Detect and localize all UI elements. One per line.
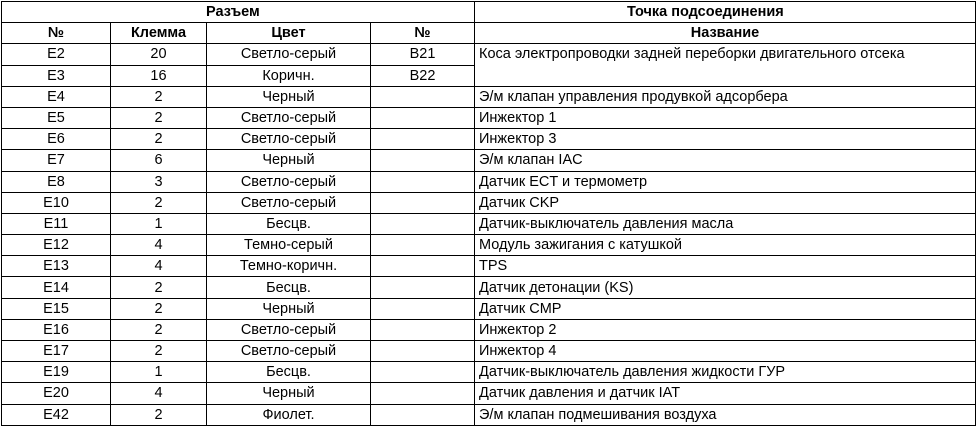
cell-color: Коричн.	[207, 65, 371, 86]
cell-num2	[371, 319, 475, 340]
table-row	[2, 298, 976, 319]
cell-color: Светло-серый	[207, 192, 371, 213]
cell-num: E3	[2, 65, 111, 86]
cell-color: Светло-серый	[207, 319, 371, 340]
table-row	[2, 44, 976, 65]
cell-num2	[371, 171, 475, 192]
cell-terminal: 2	[111, 86, 207, 107]
cell-name: Датчик CMP	[475, 298, 976, 319]
cell-num2	[371, 404, 475, 425]
cell-color: Черный	[207, 383, 371, 404]
cell-num2	[371, 107, 475, 128]
cell-num: E15	[2, 298, 111, 319]
cell-num2	[371, 192, 475, 213]
cell-terminal: 1	[111, 362, 207, 383]
cell-num2	[371, 362, 475, 383]
cell-num2	[371, 383, 475, 404]
cell-num: E2	[2, 44, 111, 65]
cell-num2	[371, 298, 475, 319]
table-row	[2, 171, 976, 192]
cell-terminal: 2	[111, 277, 207, 298]
cell-terminal: 2	[111, 129, 207, 150]
cell-num: E19	[2, 362, 111, 383]
cell-terminal: 16	[111, 65, 207, 86]
cell-color: Темно-серый	[207, 235, 371, 256]
cell-num: E14	[2, 277, 111, 298]
cell-num2	[371, 213, 475, 234]
cell-color: Светло-серый	[207, 107, 371, 128]
cell-name: Датчик давления и датчик IAT	[475, 383, 976, 404]
cell-name: Э/м клапан управления продувкой адсорбера	[475, 86, 976, 107]
cell-num2	[371, 235, 475, 256]
cell-name: Э/м клапан IAC	[475, 150, 976, 171]
cell-name: Датчик ECT и термометр	[475, 171, 976, 192]
col-header-num2: №	[371, 23, 475, 44]
cell-terminal: 4	[111, 383, 207, 404]
cell-num: E42	[2, 404, 111, 425]
cell-color: Фиолет.	[207, 404, 371, 425]
cell-color: Темно-коричн.	[207, 256, 371, 277]
cell-color: Черный	[207, 86, 371, 107]
cell-color: Светло-серый	[207, 44, 371, 65]
cell-num: E16	[2, 319, 111, 340]
cell-num: E6	[2, 129, 111, 150]
table-row	[2, 341, 976, 362]
cell-name: Инжектор 4	[475, 341, 976, 362]
connector-table	[1, 1, 976, 426]
column-header-row	[2, 23, 976, 44]
cell-terminal: 4	[111, 235, 207, 256]
cell-name: Инжектор 1	[475, 107, 976, 128]
cell-num: E4	[2, 86, 111, 107]
cell-name: Э/м клапан подмешивания воздуха	[475, 404, 976, 425]
table-row	[2, 150, 976, 171]
table-row	[2, 319, 976, 340]
cell-num: E5	[2, 107, 111, 128]
cell-terminal: 2	[111, 192, 207, 213]
table-row	[2, 213, 976, 234]
table-row	[2, 235, 976, 256]
table-row	[2, 277, 976, 298]
cell-name: TPS	[475, 256, 976, 277]
cell-num2	[371, 277, 475, 298]
cell-num2: B22	[371, 65, 475, 86]
cell-terminal: 2	[111, 319, 207, 340]
cell-color: Светло-серый	[207, 171, 371, 192]
cell-terminal: 2	[111, 107, 207, 128]
cell-terminal: 4	[111, 256, 207, 277]
cell-name: Инжектор 2	[475, 319, 976, 340]
cell-name: Датчик детонации (KS)	[475, 277, 976, 298]
cell-terminal: 6	[111, 150, 207, 171]
cell-color: Черный	[207, 150, 371, 171]
cell-name: Датчик CKP	[475, 192, 976, 213]
table-row	[2, 404, 976, 425]
cell-num: E13	[2, 256, 111, 277]
cell-num: E11	[2, 213, 111, 234]
col-header-color: Цвет	[207, 23, 371, 44]
col-header-name: Название	[475, 23, 976, 44]
cell-name: Модуль зажигания с катушкой	[475, 235, 976, 256]
table-row	[2, 192, 976, 213]
table-row	[2, 86, 976, 107]
cell-name: Коса электропроводки задней переборки двигательного отсека	[475, 44, 976, 86]
table-row	[2, 256, 976, 277]
cell-num2	[371, 256, 475, 277]
cell-num: E8	[2, 171, 111, 192]
cell-name: Датчик-выключатель давления жидкости ГУР	[475, 362, 976, 383]
cell-name: Инжектор 3	[475, 129, 976, 150]
cell-color: Светло-серый	[207, 341, 371, 362]
group-header-row	[2, 2, 976, 23]
table-row	[2, 362, 976, 383]
col-header-num: №	[2, 23, 111, 44]
cell-terminal: 3	[111, 171, 207, 192]
cell-color: Бесцв.	[207, 362, 371, 383]
cell-terminal: 2	[111, 298, 207, 319]
group-header-connector: Разъем	[2, 2, 475, 23]
col-header-terminal: Клемма	[111, 23, 207, 44]
table-row	[2, 383, 976, 404]
table-row	[2, 129, 976, 150]
group-header-connection-point: Точка подсоединения	[475, 2, 976, 23]
cell-terminal: 2	[111, 404, 207, 425]
cell-num2	[371, 150, 475, 171]
cell-num2	[371, 341, 475, 362]
cell-name: Датчик-выключатель давления масла	[475, 213, 976, 234]
cell-terminal: 20	[111, 44, 207, 65]
cell-color: Бесцв.	[207, 277, 371, 298]
table-row	[2, 107, 976, 128]
cell-color: Черный	[207, 298, 371, 319]
cell-terminal: 1	[111, 213, 207, 234]
cell-color: Светло-серый	[207, 129, 371, 150]
cell-num2: B21	[371, 44, 475, 65]
cell-num2	[371, 129, 475, 150]
cell-num: E20	[2, 383, 111, 404]
cell-num: E7	[2, 150, 111, 171]
cell-num: E10	[2, 192, 111, 213]
cell-color: Бесцв.	[207, 213, 371, 234]
cell-num: E12	[2, 235, 111, 256]
cell-num: E17	[2, 341, 111, 362]
cell-terminal: 2	[111, 341, 207, 362]
cell-num2	[371, 86, 475, 107]
